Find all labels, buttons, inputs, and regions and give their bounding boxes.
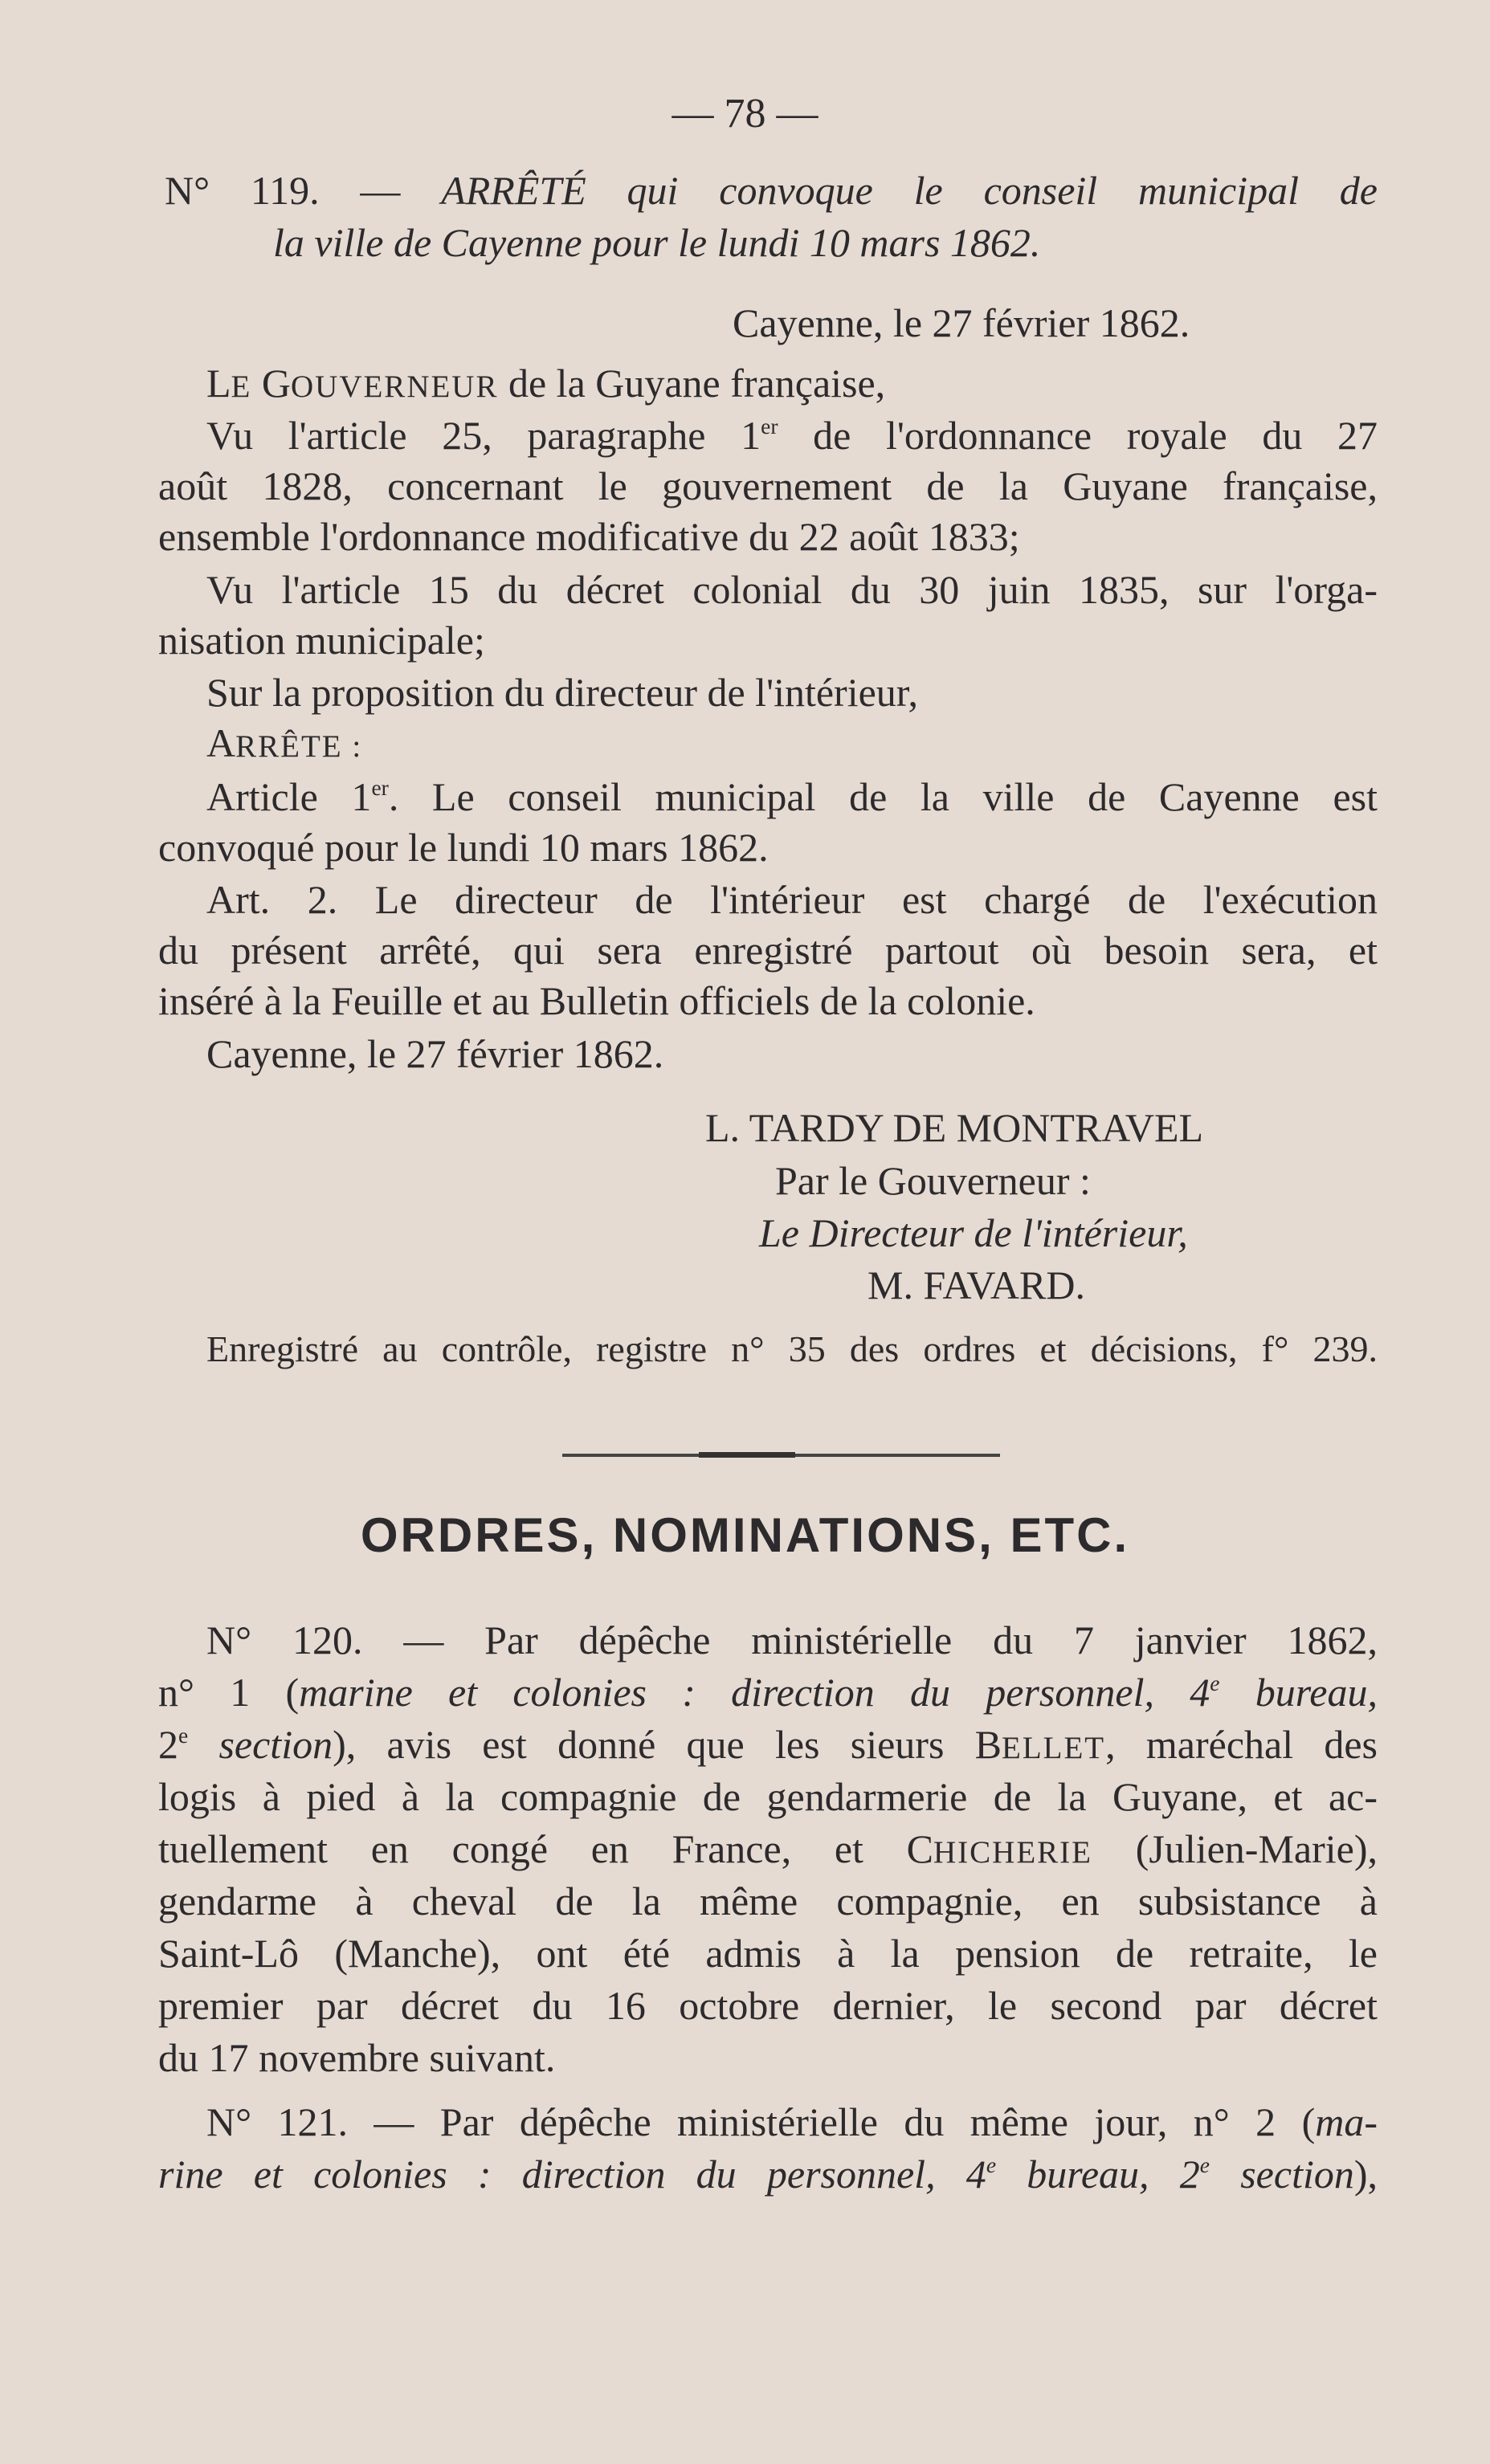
n120-line-6: gendarme à cheval de la même compagnie, en subsistance à: [158, 1879, 1378, 1923]
page-number: — 78 —: [672, 91, 818, 137]
n121-line-2: rine et colonies : direction du personnel, 4e bureau, 2e section),: [158, 2152, 1378, 2197]
arrete-title-line-2: la ville de Cayenne pour le lundi 10 mars 1862.: [273, 220, 1041, 265]
closing-date: Cayenne, le 27 février 1862.: [206, 1031, 664, 1076]
section-heading: ORDRES, NOMINATIONS, ETC.: [360, 1508, 1130, 1562]
section-divider: [562, 1454, 1000, 1457]
enregistrement-note: Enregistré au contrôle, registre n° 35 des ordres et décisions, f° 239.: [206, 1328, 1378, 1369]
n120-line-3: 2e section), avis est donné que les sieurs BELLET, maréchal des: [158, 1722, 1378, 1767]
n120-line-1: N° 120. — Par dépêche ministérielle du 7 janvier 1862,: [206, 1618, 1378, 1662]
n120-line-4: logis à pied à la compagnie de gendarmerie de la Guyane, et ac-: [158, 1774, 1378, 1819]
arrete-number: N° 119. —: [165, 168, 442, 213]
vu-2-line-2: nisation municipale;: [158, 618, 485, 663]
proposition-line: Sur la proposition du directeur de l'intérieur,: [206, 670, 918, 715]
arrete-title-line-1: [165, 165, 1378, 216]
vu-1-line-3: ensemble l'ordonnance modificative du 22 août 1833;: [158, 514, 1020, 559]
article-1-line-2: convoqué pour le lundi 10 mars 1862.: [158, 825, 769, 870]
vu-1-line-2: août 1828, concernant le gouvernement de la Guyane française,: [158, 463, 1378, 508]
vu-2-line-1: Vu l'article 15 du décret colonial du 30 juin 1835, sur l'orga-: [206, 567, 1378, 612]
vu-1-line-1: Vu l'article 25, paragraphe 1er de l'ordonnance royale du 27: [206, 413, 1378, 458]
place-date: Cayenne, le 27 février 1862.: [733, 300, 1190, 345]
signature: L. TARDY DE MONTRAVEL: [705, 1105, 1204, 1150]
arrete-word: ARRÊTE :: [206, 720, 363, 765]
n120-line-5: tuellement en congé en France, et CHICHERIE (Julien-Marie),: [158, 1826, 1378, 1871]
arrete-title-italic: ARRÊTÉ qui convoque le conseil municipal de: [441, 168, 1378, 213]
par-le-gouverneur: Par le Gouverneur :: [775, 1158, 1091, 1203]
n120-line-8: premier par décret du 16 octobre dernier, le second par décret: [158, 1983, 1378, 2028]
directeur-name: M. FAVARD.: [867, 1263, 1085, 1307]
n121-line-1: N° 121. — Par dépêche ministérielle du même jour, n° 2 (ma-: [206, 2099, 1378, 2144]
gouverneur-line: LE GOUVERNEUR de la Guyane française,: [206, 361, 886, 406]
directeur-title: Le Directeur de l'intérieur,: [759, 1210, 1188, 1255]
article-1-line-1: Article 1er. Le conseil municipal de la ville de Cayenne est: [206, 774, 1378, 819]
n120-line-2: n° 1 (marine et colonies : direction du personnel, 4e bureau,: [158, 1670, 1378, 1715]
article-2-line-2: du présent arrêté, qui sera enregistré partout où besoin sera, et: [158, 928, 1378, 973]
n120-line-7: Saint-Lô (Manche), ont été admis à la pension de retraite, le: [158, 1931, 1378, 1976]
article-2-line-1: Art. 2. Le directeur de l'intérieur est chargé de l'exécution: [206, 877, 1378, 922]
n120-line-9: du 17 novembre suivant.: [158, 2035, 556, 2080]
article-2-line-3: inséré à la Feuille et au Bulletin officiels de la colonie.: [158, 978, 1035, 1023]
